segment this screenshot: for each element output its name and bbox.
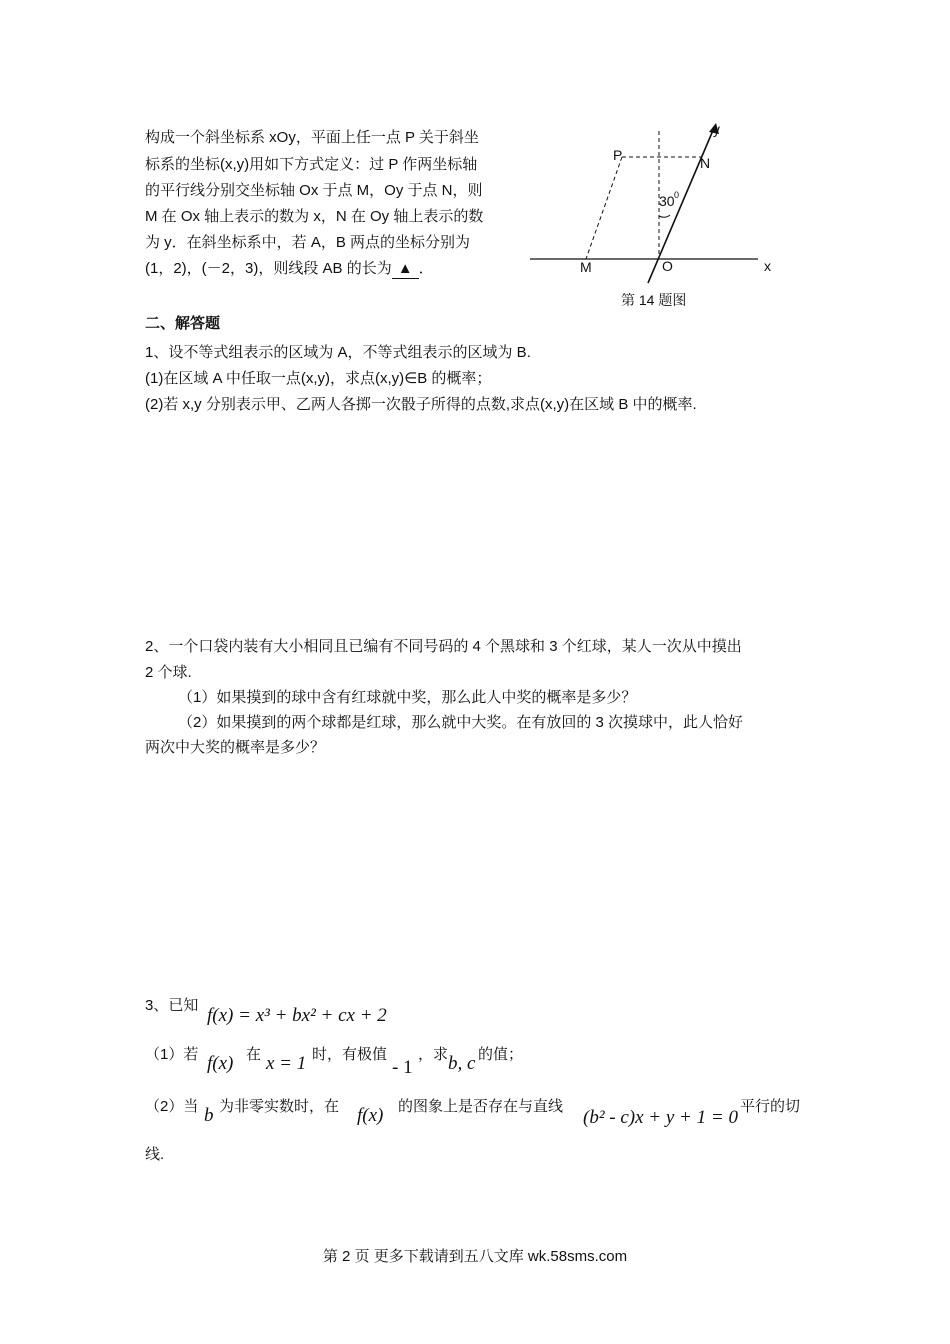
q14-last-prefix: (1，2)，(－2，3)，则线段 AB 的长为: [145, 260, 392, 277]
p3-part2-d: 平行的切: [740, 1098, 801, 1115]
p3-part2-b-var: b: [204, 1105, 214, 1126]
label-degree: 0: [674, 190, 680, 200]
q14-line-5: 为 y．在斜坐标系中，若 A，B 两点的坐标分别为: [145, 234, 471, 251]
label-y: y: [713, 121, 720, 137]
page-footer: 第 2 页 更多下载请到五八文库 wk.58sms.com: [322, 1248, 628, 1265]
p2-line-1: 2、一个口袋内装有大小相同且已编有不同号码的 4 个黑球和 3 个红球，某人一次从中摸出: [145, 638, 742, 655]
p3-part1-bc: b, c: [448, 1053, 476, 1074]
q14-line-6: [145, 259, 434, 279]
p1-line-2: (1)在区域 A 中任取一点(x,y)，求点(x,y)∈B 的概率；: [145, 370, 492, 387]
label-x: x: [764, 258, 771, 274]
section-title: 二、解答题: [145, 315, 221, 332]
label-P: P: [613, 147, 623, 163]
label-N: N: [700, 155, 711, 171]
p2-line-4: （2）如果摸到的两个球都是红球，那么就中大奖。在有放回的 3 次摸球中，此人恰好: [178, 714, 744, 731]
p3-part1-fx: f(x): [207, 1053, 234, 1074]
p2-line-2: 2 个球.: [145, 664, 192, 681]
p3-intro: 3、已知: [145, 997, 199, 1014]
p2-line-5: 两次中大奖的概率是多少？: [145, 739, 326, 756]
q14-last-suffix: ．: [418, 260, 434, 277]
p3-part2-b: 为非零实数时，在: [219, 1098, 340, 1115]
q14-line-3: 的平行线分别交坐标轴 Ox 于点 M，Oy 于点 N，则: [145, 182, 483, 199]
p1-line-1: 1、设不等式组表示的区域为 A，不等式组表示的区域为 B.: [145, 344, 531, 361]
p3-part2-c: 的图象上是否存在与直线: [398, 1098, 564, 1115]
p2-line-3: （1）如果摸到的球中含有红球就中奖，那么此人中奖的概率是多少？: [178, 689, 637, 706]
p3-part1-c: 时，有极值: [312, 1046, 388, 1063]
p3-part2-line-equation: (b² - c)x + y + 1 = 0: [583, 1107, 738, 1128]
oblique-coordinate-figure: [528, 118, 790, 318]
figure-caption: 第 14 题图: [621, 292, 687, 308]
p3-part1-x1: x = 1: [266, 1053, 307, 1074]
q14-line-1: 构成一个斜坐标系 xOy，平面上任一点 P 关于斜坐: [145, 129, 479, 146]
p3-part1-d: ，求: [418, 1046, 449, 1063]
p3-part2-a: （2）当: [145, 1098, 199, 1115]
answer-blank: ▲: [392, 259, 419, 279]
label-O: O: [662, 258, 673, 274]
angle-arc: [659, 215, 670, 217]
label-angle: 30: [659, 193, 675, 209]
y-axis: [648, 128, 714, 283]
p1-line-3: (2)若 x,y 分别表示甲、乙两人各掷一次骰子所得的点数,求点(x,y)在区域 B 中的概率.: [145, 396, 697, 413]
q14-line-2: 标系的坐标(x,y)用如下方式定义：过 P 作两坐标轴: [145, 156, 478, 173]
p3-part1-e: 的值；: [478, 1046, 524, 1063]
p3-part1-b: 在: [246, 1046, 262, 1063]
p3-part1-a: （1）若: [145, 1046, 199, 1063]
label-M: M: [580, 259, 592, 275]
p3-part1-minus-one: - 1: [392, 1057, 413, 1078]
p3-function: f(x) = x³ + bx² + cx + 2: [207, 1005, 387, 1026]
p3-part2-fx: f(x): [357, 1105, 384, 1126]
q14-line-4: M 在 Ox 轴上表示的数为 x，N 在 Oy 轴上表示的数: [145, 208, 484, 225]
p3-part2-e: 线.: [145, 1146, 165, 1163]
dashed-line-PM: [586, 157, 622, 259]
